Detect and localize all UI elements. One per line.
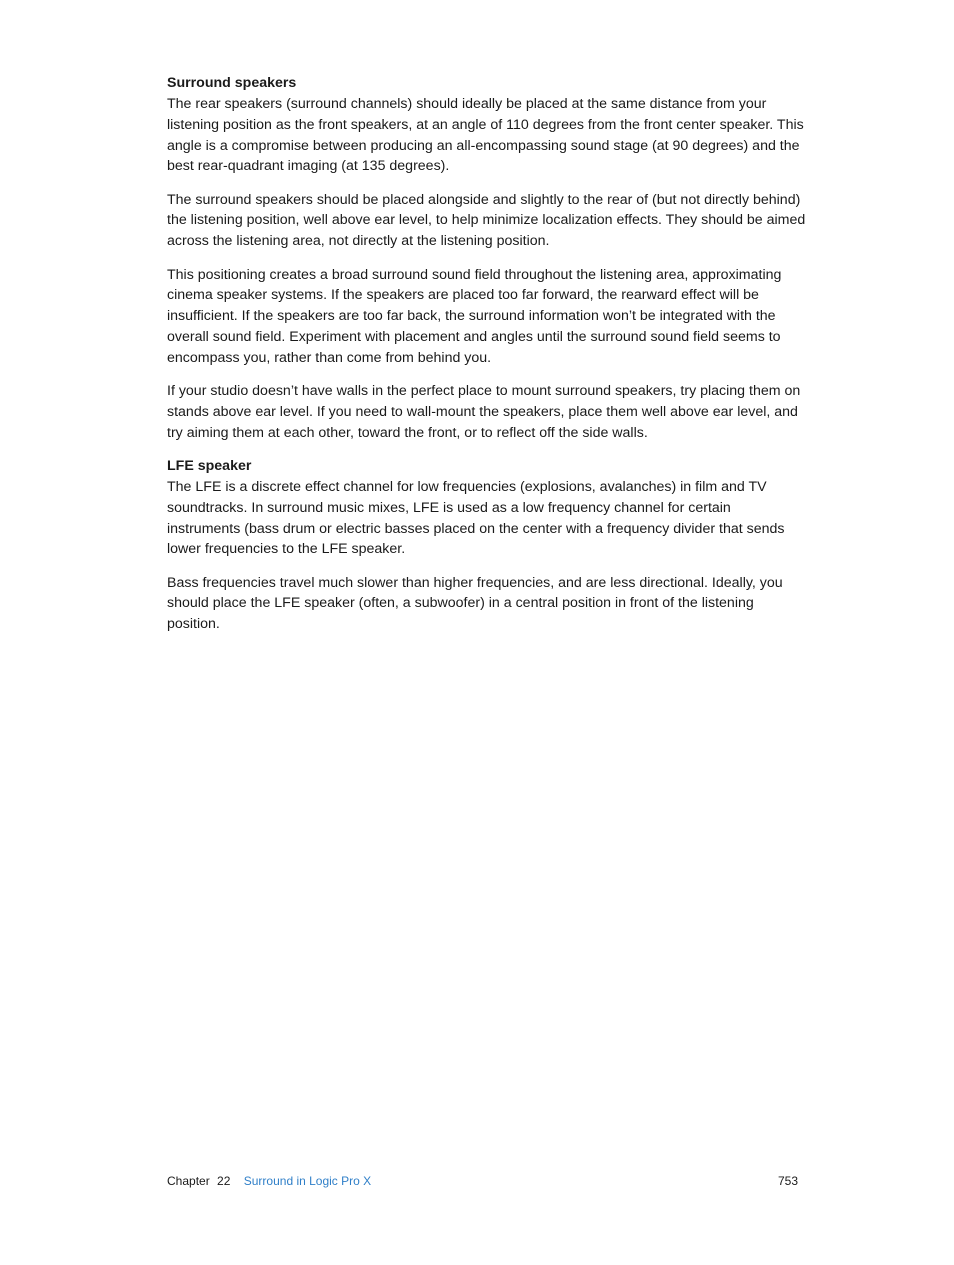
paragraph: The LFE is a discrete effect channel for low frequencies (explosions, avalanches) in film and TV soundtracks. In surround music mixes, LFE is used as a low frequency channel for certain instruments (bass drum or electric basses placed on the center with a frequency divider that sends lower frequencies to the LFE speaker. [167,478,785,558]
page-content [167,73,807,648]
paragraph: The surround speakers should be placed alongside and slightly to the rear of (but not directly behind) the listening position, well above ear level, to help minimize localization effects. They should be aimed across the listening area, not directly at the listening position. [167,191,806,250]
paragraph: This positioning creates a broad surround sound field throughout the listening area, approximating cinema speaker systems. If the speakers are placed too far forward, the rearward effect will be insufficient. If the speakers are too far back, the surround information won’t be integrated with the overall sound field. Experiment with placement and angles until the surround sound field seems to encompass you, rather than come from behind you. [167,266,782,366]
paragraph: Bass frequencies travel much slower than higher frequencies, and are less directional. Ideally, you should place the LFE speaker (often, a subwoofer) in a central position in front of the listening position. [167,574,783,633]
page-number: 753 [777,1174,798,1188]
page-footer [167,1172,798,1190]
section-heading: LFE speaker [167,457,252,474]
footer-chapter-label: Chapter [167,1174,210,1188]
footer-chapter-number: 22 [217,1174,231,1188]
footer-chapter-link[interactable]: Surround in Logic Pro X [243,1174,372,1188]
paragraph: The rear speakers (surround channels) should ideally be placed at the same distance from your listening position as the front speakers, at an angle of 110 degrees from the front center speaker. This angle is a compromise between producing an all-encompassing sound stage (at 90 degrees) and the best rear-quadrant imaging (at 135 degrees). [167,96,804,175]
section-surround-speakers [167,73,807,443]
section-lfe-speaker [167,456,807,635]
paragraph: If your studio doesn’t have walls in the perfect place to mount surround speakers, try placing them on stands above ear level. If you need to wall-mount the speakers, place them well above ear level, and try aiming them at each other, toward the front, or to reflect off the side walls. [167,383,801,441]
section-heading: Surround speakers [167,75,297,91]
